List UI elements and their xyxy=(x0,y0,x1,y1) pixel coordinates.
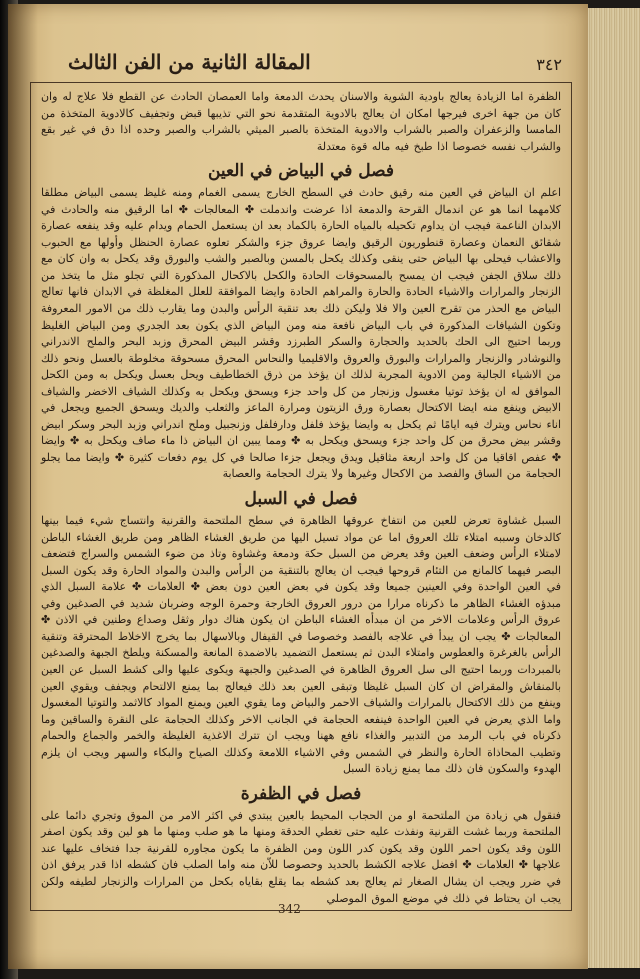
section-title-zafra: فصل في الظفرة xyxy=(240,783,362,804)
footer-page-number: 342 xyxy=(278,902,301,916)
intro-paragraph: الظفرة اما الزيادة يعالج باودية الشوية والاسنان يحدث الدمعة واما العمصان الحادث عن القطع فلا علاج له وان كان من جهة اخرى فيرجها امكان ان يعالج بالادوية المتقدمة نحو التي تذيبها قبض وتجفيف كالادوية المتخذة من المامسا والزعفران والصبر بالشراب والادوية المتخذة بالصبر الميثي بالشراب والصبر وحده اذا دق في غير بقع والشراب نفسه خصوصا اذا طبخ فيه ماله قوة معتدلة xyxy=(41,90,561,153)
section-text-bayad: اعلم ان البياض في العين منه رقيق حادث في السطح الخارج يسمى الغمام ومنه غليظ يسمى البياض مطلقا كلامهما انما هو عن اندمال القرحة والدمعة اذا عرضت واندملت ✤ المعالجات ✤ اما الرقيق منه والحادث في الابدان الناعمة فيجب ان يداوم تكحيله بالمياه الحارة بالكماد بعد ان يستعمل الحمام ويدام عليه وقد ينفعه عصارة شقائق النعمان وعصارة قنطوريون الرقيق وايضا عروق جزء والشكر تعلوه عصارة الحنظل وأولها مع الحبوب والاعشاب فيحلى بها البياض حتى ينقى وكذلك يكحل بالمسن وبالصبر والشب والبورق وقد يكحل به وان كان مع ذلك سلاق الجفن فيجب ان يمسح بالمسحوقات الحادة والكحل بالاكحال المذكورة التي تجلو مثل ما يتخذ من الزنجار والمرارات والاشياء الحادة والحارة والمراهم الحادة وايضا الموافقة للعلل المغلظة في الابدان فانها تعالج البياض مع الحذر من تقرح العين والا فلا وليكن ذلك بعد تنقية الرأس والبدن وما يقارب ذلك من الامور المعروفة وتكون الشيافات المذكورة في باب البياض نافعة منه ومن البياض الذي يكون بعد الجدري ومن البياض الغليظ وربما احتيج الى الحك بالحديد والحجارة والسكر الطبرزد وقشر البيض المحرق وزبد البحر والملح الاندراني والنوشادر والزنجار والمرارات والبورق والعروق والاقليميا والنحاس المحرق مسحوقة مخلوطة بالعسل ونحو ذلك من الاشياء الجالية ومن الادوية المجربة لذلك ان يؤخذ من ذرق الخطاطيف ويحل بعسل ويكحل به ومن الكحل الموافق له ان يؤخذ توتيا مغسول وزنجار من كل واحد جزء ويسحق ويكحل به وكذلك الشياف الاخضر والشياف الابيض وينفع منه ايضا الاكتحال بعصارة ورق الزيتون ومرارة الماعز والثعلب والديك ويسحق الجميع ويجعل في اناء نحاس ويترك فيه ايامًا ثم يكحل به وايضا يؤخذ فلفل ودارفلفل وزنجبيل وملح اندراني وزبد البحر وسكر ابيض وقشر بيض محرق من كل واحد جزء ويسحق ويكحل به ✤ ومما يبين ان البياض ذا ماء صاف ويكحل به ✤ وايضا ✤ عفص اقاقيا من كل واحد اربعة مثاقيل ويدق ويجعل جزءا صالحا في كل يوم دفعات كثيرة ✤ وايضا مما يجلو الحجامة من الساق والفصد من الاكحال وغيرها ولا يترك الحجامة والعصابة xyxy=(41,186,561,481)
section-text-sabal: السبل غشاوة تعرض للعين من انتفاخ عروقها الظاهرة في سطح الملتحمة والقرنية وانتساج شيء فيما بينها كالدخان وسببه امتلاء تلك العروق اما عن مواد تسيل اليها من طريق الغشاء الظاهر ومن طريق الغشاء الباطن لامتلاء الرأس وضعف العين وقد يعرض من السبل حكة ودمعة وغشاوة وتاذ من ضوء الشمس والسراج فتضعف البصر فيهما كالمانع من التئام قروحها فيجب ان يعالج بالتنقية من الرأس والبدن والمواد الحارة وقد يكون السبل في العين الواحدة وفي العينين جميعا وقد يكون في بعض العين دون بعض ✤ العلامات ✤ علامة السبل الذي مبدؤه الغشاء الظاهر ما ذكرناه مرارا من درور العروق الخارجة وحمرة الوجه وضربان شديد في الصدغين وفي عروق الرأس وعلامات الاخر من ان مبدأه الغشاء الباطن ان يكون هناك دوار وثقل وصداع وطنين في الاذن ✤ المعالجات ✤ يجب ان يبدأ في علاجه بالفصد وخصوصا في القيفال وبالاسهال بما يخرج الاخلاط المحترقة وتنقية الرأس بالغرغرة والعطوس وامتلاء البدن ثم يستعمل التضميد بالاضمدة المانعة والمسكنة ويلطخ الجبهة والصدغين بالمبردات وربما احتيج الى سل العروق الظاهرة في الصدغين والجبهة ويكوى عليها والى كشط السبل عن العين بالمنقاش والمقراض ان كان السبل غليظا وتبقى العين بعد ذلك فيعالج بما يمنع الالتحام ويجفف ويقوي العين وينفع من ذلك الاكتحال بالمرارات والشياف الاحمر والبياض وما يقوي العين ويمنع المواد كالاثمد والتوتيا المغسول واما الذي يعرض في العين الواحدة فينفعه الحجامة في الجانب الاخر وكذلك الحجامة على النقرة والساقين وما ذكرناه في باب الرمد من التدبير والغذاء نافع ههنا ويجب ان تترك الاغذية الغليظة والخمر والجماع والحمام وتطيب المحاذاة الحارة والنظر في الشمس وفي الاشياء اللامعة وكذلك الصياح والبكاء والسهر ويجب ان يلزم الهدوء والسكون فان ذلك مما يمنع زيادة السبل xyxy=(41,514,561,776)
text-frame xyxy=(30,82,572,911)
running-title: المقالة الثانية من الفن الثالث xyxy=(68,50,311,74)
page-header xyxy=(68,34,562,74)
page-edges xyxy=(579,8,640,968)
book-page xyxy=(8,4,588,969)
section-text-zafra: فنقول هي زيادة من الملتحمة او من الحجاب المحيط بالعين يبتدي في اكثر الامر من الموق وتجري دائما على الملتحمة وربما غشت القرنية ونفذت عليه حتى تغطي الحدقة ومنها ما هو صلب ومنها ما هو لين وقد يكون اصفر اللون وقد يكون احمر اللون وقد يكون كدر اللون ومن الظفرة ما يكون مجاوره للقرنية جدا فتخاف عليها عند علاجها ✤ العلامات ✤ افضل علاجه الكشط بالحديد وحصوصا للاّن منه واما الصلب فان كشطه اذا قدر يرفق اذن في ضرر ويجب ان يشال الصغار ثم يعالج بعد كشطه بما يقلع بقاياه بكحل من المرارات والزنجار لطيفه ولكن يجب ان يحتاط في ذلك في موضع الموق الموصلي xyxy=(41,808,561,905)
section-title-bayad: فصل في البياض في العين xyxy=(207,161,395,182)
section-title-sabal: فصل في السبل xyxy=(244,489,358,510)
folio-number: ٣٤٢ xyxy=(536,55,562,74)
